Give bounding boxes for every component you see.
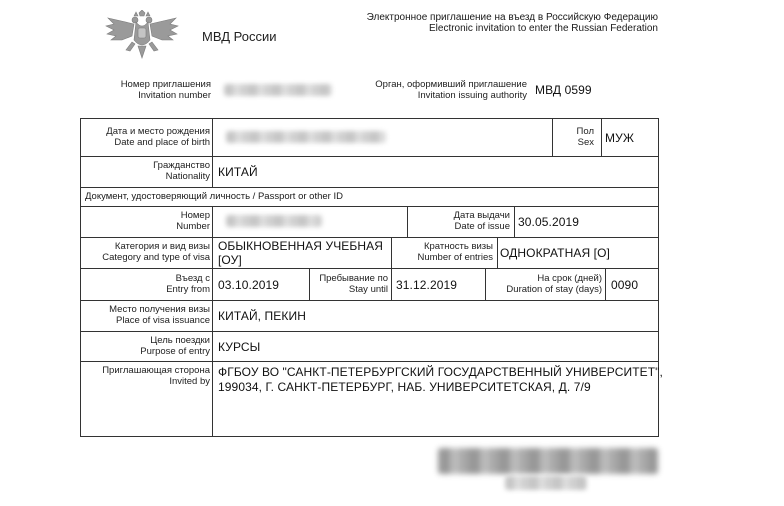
birth-value-redacted xyxy=(226,131,386,143)
sex-label-ru: Пол xyxy=(576,126,594,137)
birth-label-en: Date and place of birth xyxy=(114,137,210,148)
invited-by-value-line1: ФГБОУ ВО "САНКТ-ПЕТЕРБУРГСКИЙ ГОСУДАРСТВЕННЫЙ УНИВЕРСИТЕТ", xyxy=(218,365,663,379)
double-headed-eagle-emblem-icon xyxy=(104,10,180,62)
entries-label-ru: Кратность визы xyxy=(423,241,493,252)
visa-category-value-line1: ОБЫКНОВЕННАЯ УЧЕБНАЯ xyxy=(218,239,384,253)
passport-number-redacted xyxy=(226,215,322,227)
passport-number-label-en: Number xyxy=(176,221,210,232)
entry-from-value: 03.10.2019 xyxy=(218,278,280,292)
nationality-label-en: Nationality xyxy=(165,171,210,182)
invited-by-label-ru: Приглашающая сторона xyxy=(102,365,210,376)
issue-date-value: 30.05.2019 xyxy=(518,215,580,229)
redacted-code-tail xyxy=(505,476,587,490)
stay-until-value: 31.12.2019 xyxy=(396,278,458,292)
birth-label-ru: Дата и место рождения xyxy=(106,126,210,137)
issue-date-label-en: Date of issue xyxy=(454,221,510,232)
visa-category-label-ru: Категория и вид визы xyxy=(114,241,210,252)
entries-label-en: Number of entries xyxy=(417,252,493,263)
redacted-code xyxy=(438,448,658,474)
duration-value: 0090 xyxy=(611,278,639,292)
document-title-ru: Электронное приглашение на въезд в Российскую Федерацию xyxy=(366,12,658,23)
visa-category-label-en: Category and type of visa xyxy=(102,252,210,263)
purpose-label-ru: Цель поездки xyxy=(150,335,210,346)
stay-until-label-en: Stay until xyxy=(348,284,388,295)
issuing-authority-value: МВД 0599 xyxy=(535,83,592,97)
invitation-number-label-en: Invitation number xyxy=(138,90,211,101)
duration-label-en: Duration of stay (days) xyxy=(506,284,602,295)
nationality-value: КИТАЙ xyxy=(218,165,258,179)
invitation-number-redacted xyxy=(224,84,332,96)
duration-label-ru: На срок (дней) xyxy=(537,273,602,284)
issuance-place-label-ru: Место получения визы xyxy=(109,304,210,315)
purpose-value: КУРСЫ xyxy=(218,340,261,354)
passport-number-label-ru: Номер xyxy=(180,210,210,221)
issuing-authority-label-ru: Орган, оформивший приглашение xyxy=(375,79,527,90)
issuance-place-label-en: Place of visa issuance xyxy=(116,315,210,326)
issuing-authority-label-en: Invitation issuing authority xyxy=(417,90,527,101)
entry-from-label-ru: Въезд с xyxy=(175,273,210,284)
passport-section-heading: Документ, удостоверяющий личность / Passport or other ID xyxy=(85,191,343,202)
invited-by-label-en: Invited by xyxy=(169,376,210,387)
invitation-number-label-ru: Номер приглашения xyxy=(120,79,211,90)
visa-category-value-line2: [ОУ] xyxy=(218,253,242,267)
entries-value: ОДНОКРАТНАЯ [О] xyxy=(500,246,610,260)
stay-until-label-ru: Пребывание по xyxy=(319,273,388,284)
invited-by-value-line2: 199034, Г. САНКТ-ПЕТЕРБУРГ, НАБ. УНИВЕРСИТЕТСКАЯ, Д. 7/9 xyxy=(218,380,591,394)
agency-name: МВД России xyxy=(202,29,277,44)
nationality-label-ru: Гражданство xyxy=(153,160,210,171)
sex-value: МУЖ xyxy=(605,131,634,145)
issue-date-label-ru: Дата выдачи xyxy=(453,210,510,221)
purpose-label-en: Purpose of entry xyxy=(140,346,210,357)
sex-label-en: Sex xyxy=(577,137,594,148)
document-title-en: Electronic invitation to enter the Russian Federation xyxy=(428,23,658,34)
issuance-place-value: КИТАЙ, ПЕКИН xyxy=(218,309,306,323)
entry-from-label-en: Entry from xyxy=(166,284,210,295)
